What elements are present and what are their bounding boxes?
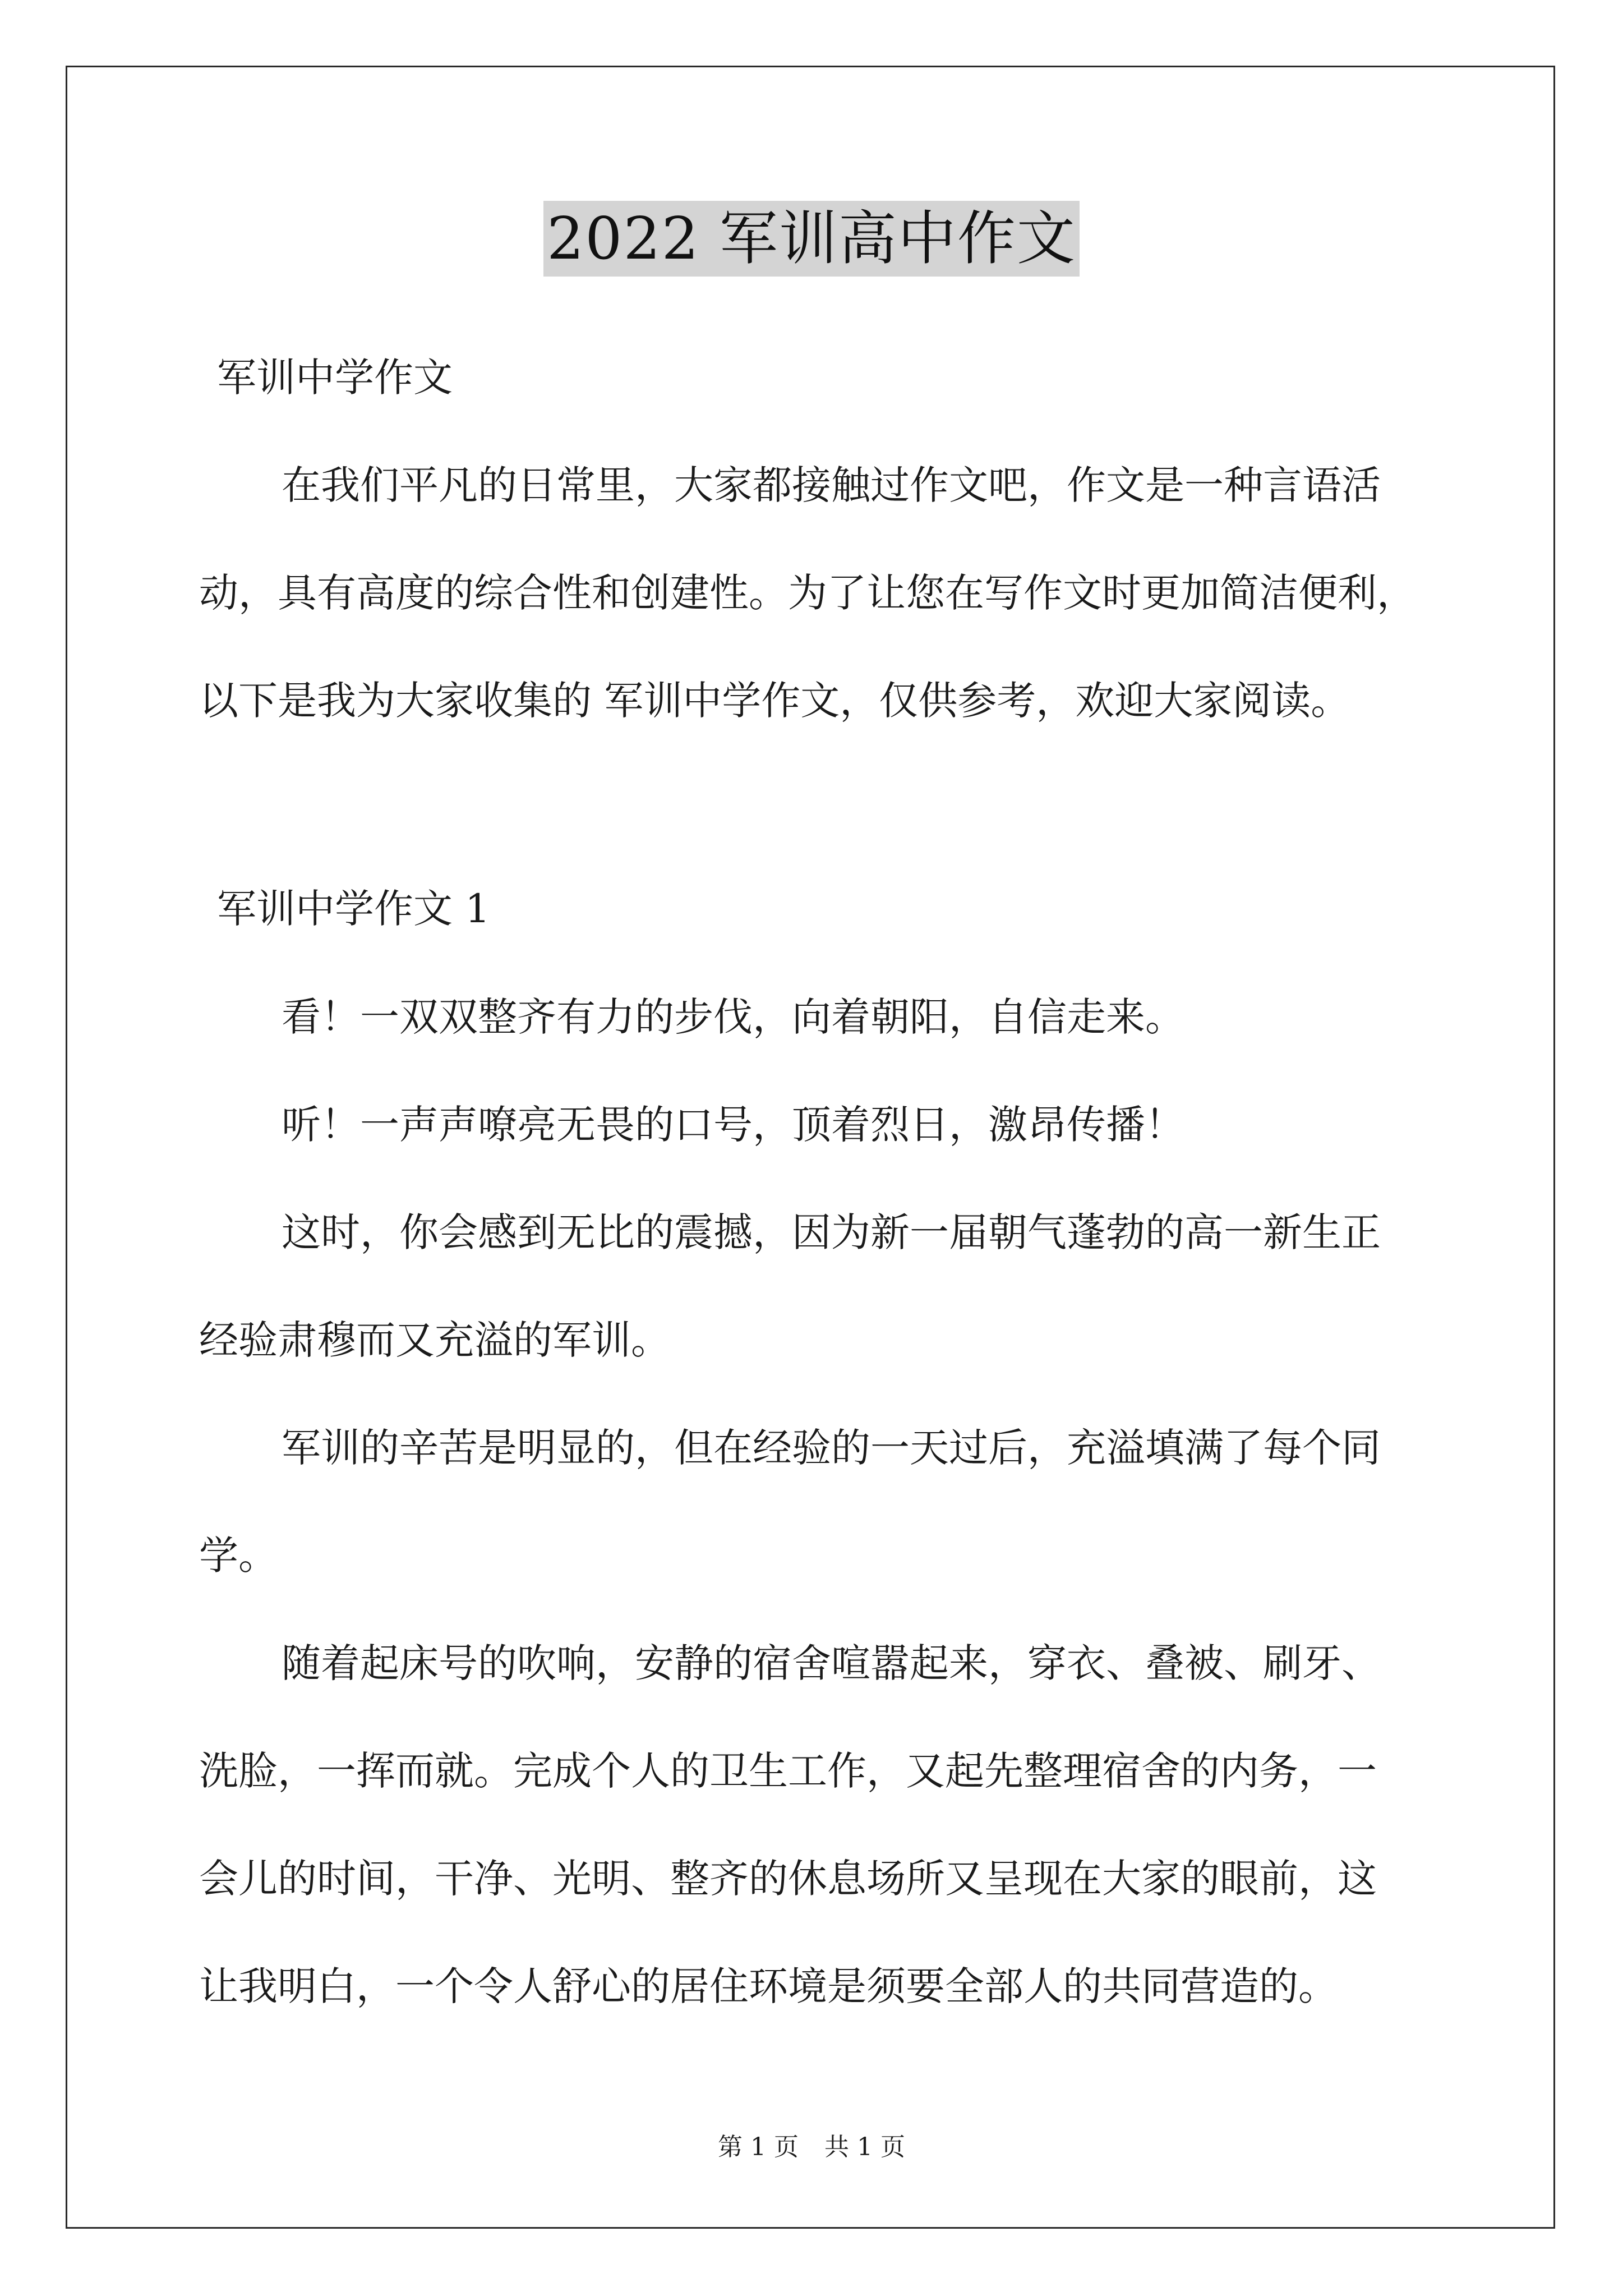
paragraph-line: 以下是我为大家收集的 军训中学作文，仅供参考，欢迎大家阅读。: [199, 678, 1350, 724]
paragraph-line: 听！一声声嘹亮无畏的口号，顶着烈日，激昂传播！: [282, 1102, 1184, 1148]
page-total: 共 1 页: [824, 2133, 905, 2161]
page-footer: [0, 2131, 1623, 2164]
paragraph-line: 动，具有高度的综合性和创建性。为了让您在写作文时更加简洁便利，: [199, 570, 1416, 616]
paragraph-line: 军训的辛苦是明显的，但在经验的一天过后，充溢填满了每个同: [282, 1425, 1381, 1471]
title-container: [0, 201, 1623, 277]
section-heading: 军训中学作文: [217, 355, 453, 401]
paragraph-line: 随着起床号的吹响，安静的宿舍喧嚣起来，穿衣、叠被、刷牙、: [282, 1640, 1381, 1686]
paragraph-line: 让我明白，一个令人舒心的居住环境是须要全部人的共同营造的。: [199, 1963, 1338, 2009]
paragraph-line: 看！一双双整齐有力的步伐，向着朝阳，自信走来。: [282, 994, 1184, 1040]
section-heading: 军训中学作文 1: [217, 886, 490, 932]
paragraph-line: 这时，你会感到无比的震撼，因为新一届朝气蓬勃的高一新生正: [282, 1209, 1381, 1255]
page-number: 第 1 页: [718, 2133, 799, 2161]
paragraph-line: 学。: [199, 1533, 278, 1579]
paragraph-line: 经验肃穆而又充溢的军训。: [199, 1317, 670, 1363]
paragraph-line: 在我们平凡的日常里，大家都接触过作文吧，作文是一种言语活: [282, 462, 1381, 508]
paragraph-line: 洗脸，一挥而就。完成个人的卫生工作，又起先整理宿舍的内务，一: [199, 1748, 1377, 1794]
paragraph-line: 会儿的时间，干净、光明、整齐的休息场所又呈现在大家的眼前，这: [199, 1856, 1377, 1902]
document-title: 2022 军训高中作文: [543, 201, 1080, 277]
